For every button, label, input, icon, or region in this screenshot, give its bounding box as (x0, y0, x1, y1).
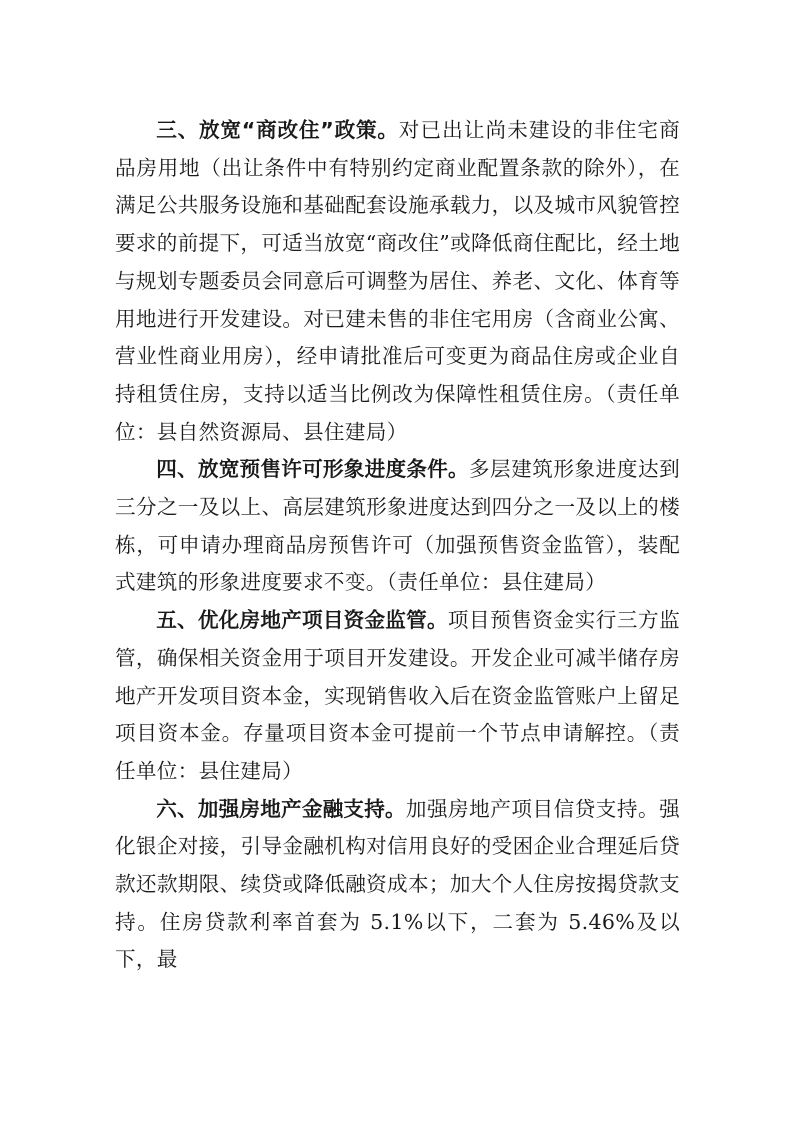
paragraph-6 (115, 791, 680, 980)
document-body (115, 112, 680, 979)
paragraph-4 (115, 451, 680, 602)
paragraph-4-heading: 四、放宽预售许可形象进度条件。 (156, 457, 469, 482)
paragraph-6-heading: 六、加强房地产金融支持。 (156, 796, 406, 821)
paragraph-5-body: 项目预售资金实行三方监管，确保相关资金用于项目开发建设。开发企业可减半储存房地产开发项目资本金，实现销售收入后在资金监管账户上留足项目资本金。存量项目资本金可提前一个节点申请解控。（责任单位：县住建局） (115, 608, 680, 783)
paragraph-5-heading: 五、优化房地产项目资金监管。 (156, 608, 448, 633)
paragraph-3-heading: 三、放宽“商改住”政策。 (156, 118, 399, 142)
paragraph-5 (115, 602, 680, 791)
paragraph-3-body: 对已出让尚未建设的非住宅商品房用地（出让条件中有特别约定商业配置条款的除外），在满足公共服务设施和基础配套设施承载力，以及城市风貌管控要求的前提下，可适当放宽“商改住”或降低商住配比，经土地与规划专题委员会同意后可调整为居住、养老、文化、体育等用地进行开发建设。对已建未售的非住宅用房（含商业公寓、营业性商业用房），经申请批准后可变更为商品住房或企业自持租赁住房，支持以适当比例改为保障性租赁住房。（责任单位：县自然资源局、县住建局） (115, 118, 680, 444)
paragraph-6-body: 加强房地产项目信贷支持。强化银企对接，引导金融机构对信用良好的受困企业合理延后贷款还款期限、续贷或降低融资成本；加大个人住房按揭贷款支持。住房贷款利率首套为 5.1%以下，二套为 5.46%及以下，最 (115, 796, 680, 972)
paragraph-3 (115, 112, 680, 451)
paragraph-4-body: 多层建筑形象进度达到三分之一及以上、高层建筑形象进度达到四分之一及以上的楼栋，可申请办理商品房预售许可（加强预售资金监管），装配式建筑的形象进度要求不变。（责任单位：县住建局） (115, 457, 681, 595)
